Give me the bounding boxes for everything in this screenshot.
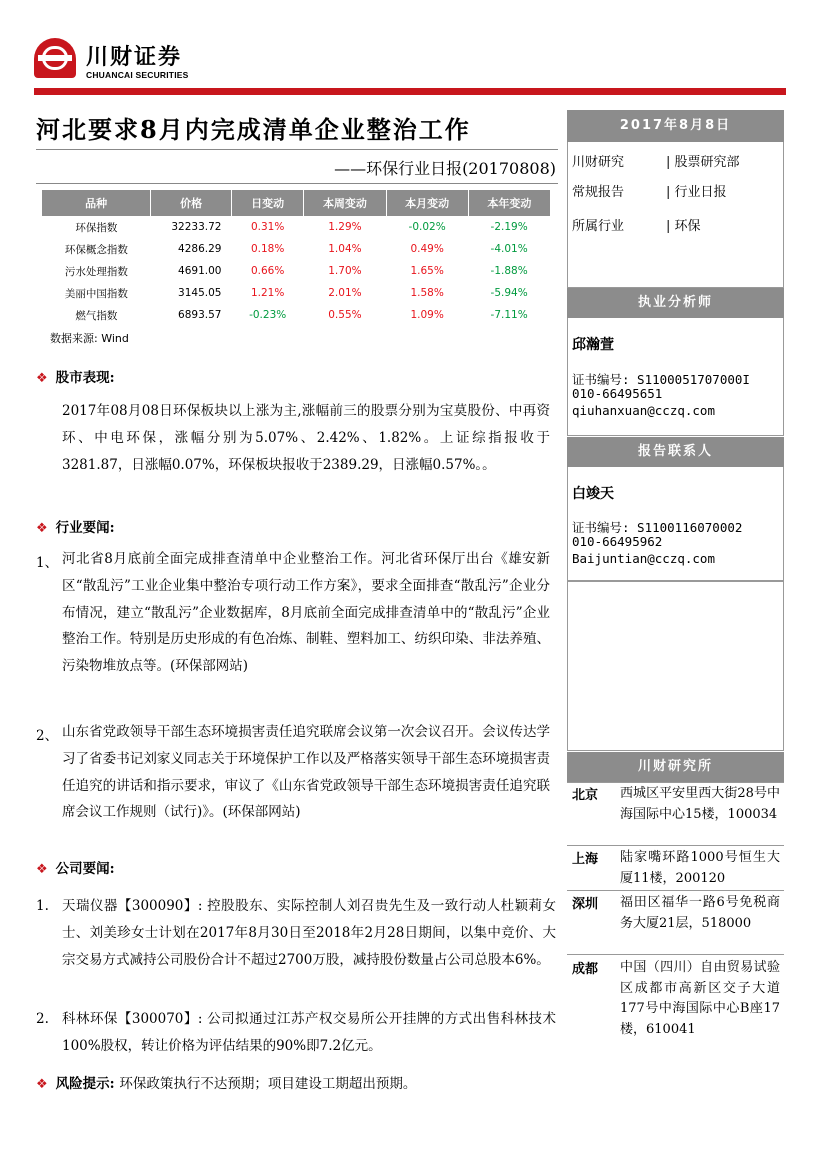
info-label: 所属行业 — [572, 219, 625, 234]
table-cell: 0.31% — [250, 221, 285, 233]
table-cell: 0.49% — [410, 243, 444, 255]
column-header: 品种 — [42, 190, 151, 216]
industry-news-item: 河北省8月底前全面完成排查清单中企业整治工作。河北省环保厅出台《雄安新区“散乱污”工业企业集中整治专项行动工作方案》，要求全面排查“散乱污”企业分布情况，建立“散乱污”企业数据库，8月底前全面完成排查清单中的“散乱污”企业整治工作。特别是历史形成的有色冶炼、制鞋、塑料加工、纺织印染、非法养殖、污染物堆放点等。(环保部网站) — [62, 551, 550, 675]
table-cell: 1.65% — [410, 265, 444, 277]
table-cell: 美丽中国指数 — [64, 287, 128, 300]
column-header: 本周变动 — [304, 190, 386, 216]
list-number: 2、 — [36, 728, 59, 744]
company-news-item: 天瑞仪器【300090】: 控股股东、实际控制人刘召贵先生及一致行动人杜颖莉女士、刘美珍女士计划在2017年8月30日至2018年2月28日期间，以集中竞价、大宗交易方式减持公司股份合计不超过2700万股，减持股份数量占公司总股本6%。 — [62, 898, 556, 968]
table-cell: 1.09% — [410, 309, 444, 321]
contact-cert: 证书编号: S1100116070002 — [572, 520, 743, 535]
table-row — [42, 282, 550, 304]
office-address: 中国（四川）自由贸易试验区成都市高新区交子大道177号中海国际中心B座17楼，610041 — [620, 960, 780, 1037]
logo-subtext: CHUANCAI SECURITIES — [86, 70, 189, 80]
market-paragraph: 2017年08月08日环保板块以上涨为主,涨幅前三的股票分别为宝莫股份、中再资环、中电环保，涨幅分别为5.07%、2.42%、1.82%。上证综指报收于3281.87，日涨幅0.07%，环保板块报收于2389.29，日涨幅0.57%。。 — [62, 403, 550, 473]
office-city: 北京 — [572, 788, 599, 803]
table-cell: 4286.29 — [178, 243, 222, 255]
analyst-name: 邱瀚萱 — [572, 337, 614, 353]
logo-icon — [34, 38, 76, 78]
table-cell: 污水处理指数 — [64, 265, 128, 278]
table-cell: 0.55% — [328, 309, 362, 321]
risk-text: 环保政策执行不达预期；项目建设工期超出预期。 — [119, 1076, 417, 1092]
table-row — [42, 304, 550, 326]
list-number: 2. — [36, 1011, 49, 1027]
office-city: 成都 — [572, 962, 599, 977]
table-cell: -1.88% — [490, 265, 528, 277]
table-row — [42, 260, 550, 282]
table-cell: 环保概念指数 — [64, 243, 128, 256]
index-table — [42, 190, 550, 326]
column-header: 本月变动 — [386, 190, 468, 216]
institute-heading: 川财研究所 — [567, 752, 784, 782]
table-header-row — [42, 190, 550, 216]
info-label: 常规报告 — [572, 185, 625, 200]
contact-name: 白竣天 — [572, 486, 614, 502]
table-cell: 2.01% — [328, 287, 362, 299]
divider — [36, 183, 558, 184]
table-cell: 1.29% — [328, 221, 362, 233]
analyst-heading: 执业分析师 — [567, 288, 784, 318]
company-news-item: 科林环保【300070】: 公司拟通过江苏产权交易所公开挂牌的方式出售科林技术100%股权，转让价格为评估结果的90%即7.2亿元。 — [62, 1011, 556, 1054]
list-number: 1、 — [36, 555, 59, 571]
info-value: | 行业日报 — [666, 185, 727, 200]
column-header: 本年变动 — [468, 190, 550, 216]
report-date: 2017年8月8日 — [567, 110, 784, 142]
blank-box — [567, 581, 784, 751]
table-cell: 0.66% — [250, 265, 285, 277]
table-cell: 32233.72 — [171, 221, 222, 233]
table-cell: -5.94% — [490, 287, 528, 299]
table-cell: 3145.05 — [178, 287, 222, 299]
office-address: 福田区福华一路6号免税商务大厦21层，518000 — [620, 895, 780, 931]
report-title: 河北要求8月内完成清单企业整治工作 — [36, 115, 471, 144]
table-cell: 0.18% — [250, 243, 285, 255]
table-cell: 1.58% — [410, 287, 444, 299]
list-number: 1. — [36, 898, 49, 914]
table-cell: 1.21% — [250, 287, 285, 299]
info-value: | 股票研究部 — [666, 155, 740, 170]
section-heading-company: ❖ 公司要闻: — [36, 861, 115, 877]
logo-text: 川财证券 — [86, 45, 183, 70]
report-subtitle: ——环保行业日报(20170808) — [334, 159, 556, 178]
office-address: 陆家嘴环路1000号恒生大厦11楼，200120 — [620, 850, 780, 886]
header-bar — [34, 88, 786, 95]
analyst-cert: 证书编号: S1100051707000I — [572, 372, 750, 387]
diamond-bullet-icon: ❖ — [36, 1077, 48, 1092]
table-cell: -0.02% — [408, 221, 446, 233]
table-row — [42, 216, 550, 238]
section-heading-industry: ❖ 行业要闻: — [36, 520, 115, 536]
table-cell: -2.19% — [490, 221, 528, 233]
info-label: 川财研究 — [572, 155, 625, 170]
table-cell: -4.01% — [490, 243, 528, 255]
diamond-bullet-icon: ❖ — [36, 371, 48, 386]
divider — [36, 149, 558, 150]
contact-heading: 报告联系人 — [567, 437, 784, 467]
table-cell: 1.04% — [328, 243, 362, 255]
diamond-bullet-icon: ❖ — [36, 862, 48, 877]
data-source: 数据来源: Wind — [50, 332, 129, 345]
info-value: | 环保 — [666, 219, 701, 234]
section-heading-risk: ❖ 风险提示: 环保政策执行不达预期；项目建设工期超出预期。 — [36, 1076, 417, 1092]
table-cell: 环保指数 — [75, 221, 118, 234]
table-row — [42, 238, 550, 260]
table-cell: 6893.57 — [178, 309, 222, 321]
table-cell: 燃气指数 — [75, 309, 118, 322]
diamond-bullet-icon: ❖ — [36, 521, 48, 536]
analyst-phone: 010-66495651 — [572, 386, 663, 401]
office-city: 深圳 — [572, 897, 599, 912]
contact-phone: 010-66495962 — [572, 534, 663, 549]
table-cell: -0.23% — [249, 309, 287, 321]
analyst-email[interactable]: qiuhanxuan@cczq.com — [572, 403, 715, 418]
contact-email[interactable]: Baijuntian@cczq.com — [572, 551, 715, 566]
table-cell: 1.70% — [328, 265, 362, 277]
column-header: 日变动 — [231, 190, 303, 216]
office-city: 上海 — [572, 852, 599, 867]
office-address: 西城区平安里西大街28号中海国际中心15楼，100034 — [620, 786, 780, 822]
table-cell: -7.11% — [490, 309, 528, 321]
table-cell: 4691.00 — [178, 265, 222, 277]
industry-news-item: 山东省党政领导干部生态环境损害责任追究联席会议第一次会议召开。会议传达学习了省委书记刘家义同志关于环境保护工作以及严格落实领导干部生态环境损害责任追究的讲话和指示要求，审议了《山东省党政领导干部生态环境损害责任追究联席会议工作规则（试行)》。(环保部网站) — [62, 724, 550, 821]
column-header: 价格 — [151, 190, 232, 216]
section-heading-market: ❖ 股市表现: — [36, 370, 115, 386]
